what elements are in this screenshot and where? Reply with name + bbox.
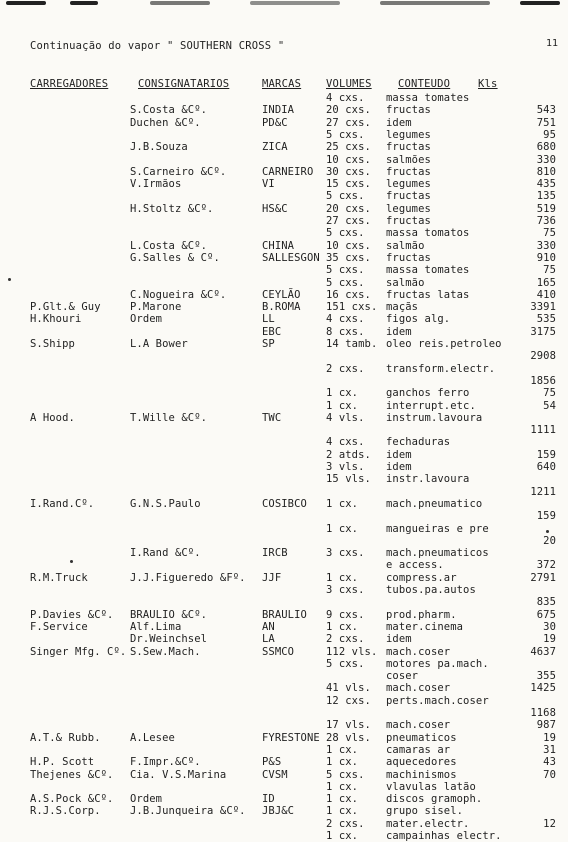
column-header-value: Kls — [478, 78, 498, 90]
volumes-cell: 10 cxs. — [326, 153, 371, 166]
consignee-cell: Dr.Weinchsel — [130, 633, 208, 646]
table-row — [0, 301, 568, 313]
volumes-cell: 15 cxs. — [326, 178, 371, 191]
value-cell: 135 — [536, 190, 556, 203]
table-row — [0, 523, 568, 535]
consignee-cell: Duchen &Cº. — [130, 116, 201, 129]
marks-cell: SALLESGON — [262, 251, 320, 264]
contents-cell: instr.lavoura — [386, 473, 470, 486]
value-cell: 54 — [543, 399, 556, 412]
table-row — [0, 178, 568, 190]
contents-cell: idem — [386, 461, 412, 473]
table-row — [0, 400, 568, 412]
table-row — [0, 154, 568, 166]
table-row — [0, 793, 568, 805]
marks-cell: FYRESTONE — [262, 731, 320, 744]
marks-cell: EBC — [262, 325, 282, 338]
volumes-cell: 20 cxs. — [326, 202, 371, 215]
page-title: Continuação do vapor " SOUTHERN CROSS " — [30, 40, 285, 52]
consignee-cell: BRAULIO &Cº. — [130, 608, 208, 621]
value-cell: 355 — [536, 670, 556, 683]
volumes-cell: 16 cxs. — [326, 288, 371, 301]
value-cell: 12 — [543, 817, 556, 830]
consignee-cell: G.N.S.Paulo — [130, 497, 201, 510]
contents-cell: legumes — [386, 128, 431, 141]
value-cell: 410 — [536, 288, 556, 301]
column-header-marks: MARCAS — [262, 78, 302, 90]
volumes-cell: 5 cxs. — [326, 768, 365, 781]
contents-cell: salmões — [386, 153, 431, 166]
shipper-cell: R.J.S.Corp. — [30, 805, 101, 818]
shipper-cell: I.Rand.Cº. — [30, 497, 95, 510]
volumes-cell: 5 cxs. — [326, 657, 365, 670]
contents-cell: vlavulas latão — [386, 780, 476, 793]
contents-cell: salmão — [386, 276, 425, 289]
volumes-cell: 2 atds. — [326, 448, 371, 461]
consignee-cell: S.Costa &Cº. — [130, 104, 208, 117]
table-row — [0, 621, 568, 633]
marks-cell: B.ROMA — [262, 301, 301, 314]
table-row — [0, 215, 568, 227]
value-cell: 1111 — [530, 424, 556, 437]
marks-cell: AN — [262, 620, 275, 633]
contents-cell: mater.electr. — [386, 817, 470, 830]
value-cell: 675 — [536, 608, 556, 621]
volumes-cell: 5 cxs. — [326, 227, 365, 240]
marks-cell: BRAULIO — [262, 608, 307, 621]
contents-cell: mach.pneumatico — [386, 497, 483, 510]
contents-cell: ganchos ferro — [386, 387, 470, 400]
consignee-cell: V.Irmãos — [130, 178, 182, 191]
contents-cell: idem — [386, 116, 412, 129]
table-row — [0, 227, 568, 239]
marks-cell: SSMCO — [262, 645, 295, 658]
contents-cell: e access. — [386, 559, 444, 572]
table-row — [0, 166, 568, 178]
table-row — [0, 449, 568, 461]
value-cell: 535 — [536, 313, 556, 326]
contents-cell: idem — [386, 633, 412, 646]
contents-cell: mach.coser — [386, 682, 451, 695]
marks-cell: PD&C — [262, 116, 288, 129]
volumes-cell: 1 cx. — [326, 497, 359, 510]
table-row — [0, 707, 568, 719]
value-cell: 165 — [536, 276, 556, 289]
table-row — [0, 375, 568, 387]
contents-cell: mangueiras e pre — [386, 522, 489, 535]
table-row — [0, 732, 568, 744]
table-row — [0, 559, 568, 571]
marks-cell: HS&C — [262, 202, 288, 215]
volumes-cell: 3 cxs. — [326, 584, 365, 596]
consignee-cell: S.Sew.Mach. — [130, 645, 201, 658]
consignee-cell: P.Marone — [130, 301, 182, 314]
volumes-cell: 14 tamb. — [326, 338, 378, 350]
contents-cell: mach.pneumaticos — [386, 547, 489, 560]
consignee-cell: Alf.Lima — [130, 620, 182, 633]
shipper-cell: R.M.Truck — [30, 571, 88, 584]
value-cell: 159 — [536, 448, 556, 461]
consignee-cell: Ordem — [130, 793, 163, 806]
table-row — [0, 510, 568, 522]
consignee-cell: A.Lesee — [130, 731, 175, 744]
table-row — [0, 744, 568, 756]
consignee-cell: J.J.Figueredo &Fº. — [130, 571, 246, 584]
volumes-cell: 1 cx. — [326, 620, 359, 633]
table-row — [0, 104, 568, 116]
contents-cell: idem — [386, 448, 412, 461]
column-header-contents: CONTEUDO — [398, 78, 451, 90]
volumes-cell: 1 cx. — [326, 793, 359, 806]
consignee-cell: Ordem — [130, 313, 163, 326]
table-row — [0, 289, 568, 301]
scan-top-edge — [0, 0, 568, 10]
contents-cell: massa tomates — [386, 92, 470, 104]
table-row — [0, 461, 568, 473]
scan-speck — [70, 560, 73, 563]
marks-cell: ZICA — [262, 141, 288, 154]
contents-cell: instrum.lavoura — [386, 411, 483, 424]
table-row — [0, 658, 568, 670]
consignee-cell: J.B.Souza — [130, 141, 188, 154]
table-row — [0, 486, 568, 498]
volumes-cell: 1 cx. — [326, 756, 359, 769]
shipper-cell: A.T.& Rubb. — [30, 731, 101, 744]
volumes-cell: 5 cxs. — [326, 190, 365, 203]
volumes-cell: 1 cx. — [326, 830, 359, 842]
marks-cell: CVSM — [262, 768, 288, 781]
marks-cell: INDIA — [262, 104, 295, 117]
volumes-cell: 1 cx. — [326, 522, 359, 535]
volumes-cell: 1 cx. — [326, 571, 359, 584]
value-cell: 19 — [543, 731, 556, 744]
value-cell: 43 — [543, 756, 556, 769]
value-cell: 519 — [536, 202, 556, 215]
contents-cell: aquecedores — [386, 756, 457, 769]
contents-cell: fructas — [386, 104, 431, 117]
volumes-cell: 12 cxs. — [326, 694, 371, 707]
table-row — [0, 535, 568, 547]
consignee-cell: C.Nogueira &Cº. — [130, 288, 227, 301]
value-cell: 20 — [543, 534, 556, 547]
contents-cell: tubos.pa.autos — [386, 584, 476, 596]
shipper-cell: A Hood. — [30, 411, 75, 424]
contents-cell: mach.coser — [386, 719, 451, 732]
table-row — [0, 719, 568, 731]
value-cell: 910 — [536, 251, 556, 264]
volumes-cell: 27 cxs. — [326, 116, 371, 129]
volumes-cell: 27 cxs. — [326, 215, 371, 227]
consignee-cell: T.Wille &Cº. — [130, 411, 208, 424]
column-header-volumes: VOLUMES — [326, 78, 372, 90]
contents-cell: maçãs — [386, 301, 419, 314]
volumes-cell: 3 cxs. — [326, 547, 365, 560]
contents-cell: discos gramoph. — [386, 793, 483, 806]
column-header-consignee: CONSIGNATARIOS — [138, 78, 230, 90]
value-cell: 75 — [543, 387, 556, 400]
marks-cell: TWC — [262, 411, 282, 424]
value-cell: 751 — [536, 116, 556, 129]
contents-cell: massa tomatos — [386, 227, 470, 240]
contents-cell: compress.ar — [386, 571, 457, 584]
volumes-cell: 30 cxs. — [326, 165, 371, 178]
marks-cell: JJF — [262, 571, 282, 584]
table-row — [0, 633, 568, 645]
value-cell: 835 — [536, 596, 556, 609]
volumes-cell: 1 cx. — [326, 805, 359, 818]
value-cell: 736 — [536, 215, 556, 227]
shipper-cell: S.Shipp — [30, 338, 75, 350]
table-row — [0, 584, 568, 596]
volumes-cell: 4 cxs. — [326, 313, 365, 326]
volumes-cell: 5 cxs. — [326, 128, 365, 141]
volumes-cell: 4 cxs. — [326, 92, 365, 104]
value-cell: 19 — [543, 633, 556, 646]
contents-cell: fructas — [386, 165, 431, 178]
table-row — [0, 141, 568, 153]
value-cell: 680 — [536, 141, 556, 154]
contents-cell: fructas — [386, 215, 431, 227]
table-row — [0, 596, 568, 608]
contents-cell: fructas — [386, 190, 431, 203]
shipper-cell: H.P. Scott — [30, 756, 95, 769]
value-cell: 640 — [536, 461, 556, 473]
contents-cell: legumes — [386, 202, 431, 215]
volumes-cell: 25 cxs. — [326, 141, 371, 154]
volumes-cell: 2 cxs. — [326, 817, 365, 830]
column-header-shipper: CARREGADORES — [30, 78, 109, 90]
contents-cell: fructas latas — [386, 288, 470, 301]
contents-cell: transform.electr. — [386, 362, 496, 375]
volumes-cell: 1 cx. — [326, 399, 359, 412]
volumes-cell: 2 cxs. — [326, 633, 365, 646]
value-cell: 810 — [536, 165, 556, 178]
volumes-cell: 1 cx. — [326, 780, 359, 793]
shipper-cell: Singer Mfg. Cº. — [30, 645, 127, 658]
volumes-cell: 4 vls. — [326, 411, 365, 424]
contents-cell: oleo reis.petroleo — [386, 338, 502, 350]
marks-cell: LL — [262, 313, 275, 326]
table-row — [0, 547, 568, 559]
value-cell: 372 — [536, 559, 556, 572]
value-cell: 1425 — [530, 682, 556, 695]
value-cell: 1168 — [530, 707, 556, 719]
volumes-cell: 20 cxs. — [326, 104, 371, 117]
table-row — [0, 203, 568, 215]
table-row — [0, 498, 568, 510]
shipper-cell: Thejenes &Cº. — [30, 768, 114, 781]
volumes-cell: 41 vls. — [326, 682, 371, 695]
contents-cell: fructas — [386, 141, 431, 154]
marks-cell: P&S — [262, 756, 282, 769]
consignee-cell: G.Salles & Cº. — [130, 251, 220, 264]
value-cell: 3391 — [530, 301, 556, 314]
table-row — [0, 436, 568, 448]
marks-cell: COSIBCO — [262, 497, 307, 510]
marks-cell: SP — [262, 338, 275, 350]
volumes-cell: 8 cxs. — [326, 325, 365, 338]
table-row — [0, 781, 568, 793]
volumes-cell: 151 cxs. — [326, 301, 378, 314]
consignee-cell: J.B.Junqueira &Cº. — [130, 805, 246, 818]
consignee-cell: F.Impr.&Cº. — [130, 756, 201, 769]
contents-cell: motores pa.mach. — [386, 657, 489, 670]
contents-cell: legumes — [386, 178, 431, 191]
table-row — [0, 695, 568, 707]
shipper-cell: P.Davies &Cº. — [30, 608, 114, 621]
table-row — [0, 277, 568, 289]
value-cell: 70 — [543, 768, 556, 781]
scan-speck — [8, 278, 11, 281]
table-row — [0, 756, 568, 768]
contents-cell: figos alg. — [386, 313, 451, 326]
volumes-cell: 17 vls. — [326, 719, 371, 732]
table-row — [0, 682, 568, 694]
contents-cell: camaras ar — [386, 743, 451, 756]
value-cell: 3175 — [530, 325, 556, 338]
table-row — [0, 264, 568, 276]
marks-cell: CHINA — [262, 239, 295, 252]
table-row — [0, 117, 568, 129]
value-cell: 1856 — [530, 374, 556, 387]
volumes-cell: 28 vls. — [326, 731, 371, 744]
value-cell: 4637 — [530, 645, 556, 658]
consignee-cell: Cia. V.S.Marina — [130, 768, 227, 781]
volumes-cell: 112 vls. — [326, 645, 378, 658]
volumes-cell: 1 cx. — [326, 387, 359, 400]
table-row — [0, 129, 568, 141]
marks-cell: JBJ&C — [262, 805, 295, 818]
value-cell: 987 — [536, 719, 556, 732]
value-cell: 31 — [543, 743, 556, 756]
marks-cell: CEYLÃO — [262, 288, 301, 301]
value-cell: 159 — [536, 510, 556, 523]
volumes-cell: 3 vls. — [326, 461, 365, 473]
consignee-cell: I.Rand &Cº. — [130, 547, 201, 560]
consignee-cell: L.Costa &Cº. — [130, 239, 208, 252]
contents-cell: perts.mach.coser — [386, 694, 489, 707]
contents-cell: mater.cinema — [386, 620, 464, 633]
marks-cell: IRCB — [262, 547, 288, 560]
value-cell: 75 — [543, 264, 556, 277]
table-row — [0, 240, 568, 252]
volumes-cell: 10 cxs. — [326, 239, 371, 252]
table-row — [0, 387, 568, 399]
table-row — [0, 572, 568, 584]
contents-cell: fructas — [386, 251, 431, 264]
value-cell: 30 — [543, 620, 556, 633]
contents-cell: interrupt.etc. — [386, 399, 476, 412]
value-cell: 435 — [536, 178, 556, 191]
contents-cell: salmão — [386, 239, 425, 252]
consignee-cell: L.A Bower — [130, 338, 188, 350]
shipper-cell: F.Service — [30, 620, 88, 633]
table-row — [0, 646, 568, 658]
volumes-cell: 2 cxs. — [326, 362, 365, 375]
shipper-cell: H.Khouri — [30, 313, 82, 326]
value-cell: 95 — [543, 128, 556, 141]
scan-speck — [546, 530, 549, 533]
consignee-cell: H.Stoltz &Cº. — [130, 202, 214, 215]
table-row — [0, 92, 568, 104]
contents-cell: massa tomates — [386, 264, 470, 277]
volumes-cell: 5 cxs. — [326, 264, 365, 277]
value-cell: 1211 — [530, 485, 556, 498]
table-row — [0, 363, 568, 375]
shipper-cell: P.Glt.& Guy — [30, 301, 101, 314]
table-row — [0, 326, 568, 338]
marks-cell: VI — [262, 178, 275, 191]
table-row — [0, 350, 568, 362]
table-row — [0, 670, 568, 682]
page-number: 11 — [546, 38, 559, 49]
volumes-cell: 5 cxs. — [326, 276, 365, 289]
table-row — [0, 412, 568, 424]
marks-cell: CARNEIRO — [262, 165, 314, 178]
value-cell: 75 — [543, 227, 556, 240]
table-row — [0, 473, 568, 485]
table-row — [0, 830, 568, 842]
table-row — [0, 424, 568, 436]
contents-cell: mach.coser — [386, 645, 451, 658]
contents-cell: prod.pharm. — [386, 608, 457, 621]
value-cell: 330 — [536, 239, 556, 252]
table-row — [0, 609, 568, 621]
contents-cell: coser — [386, 670, 419, 683]
shipper-cell: A.S.Pock &Cº. — [30, 793, 114, 806]
table-row — [0, 818, 568, 830]
table-row — [0, 313, 568, 325]
contents-cell: campainhas electr. — [386, 830, 502, 842]
volumes-cell: 15 vls. — [326, 473, 371, 486]
volumes-cell: 9 cxs. — [326, 608, 365, 621]
contents-cell: pneumaticos — [386, 731, 457, 744]
table-row — [0, 190, 568, 202]
marks-cell: LA — [262, 633, 275, 646]
contents-cell: idem — [386, 325, 412, 338]
contents-cell: fechaduras — [386, 436, 451, 449]
volumes-cell: 35 cxs. — [326, 251, 371, 264]
consignee-cell: S.Carneiro &Cº. — [130, 165, 227, 178]
value-cell: 543 — [536, 104, 556, 117]
contents-cell: grupo sisel. — [386, 805, 464, 818]
value-cell: 2908 — [530, 350, 556, 363]
volumes-cell: 4 cxs. — [326, 436, 365, 449]
volumes-cell: 1 cx. — [326, 743, 359, 756]
value-cell: 2791 — [530, 571, 556, 584]
table-row — [0, 252, 568, 264]
contents-cell: machinismos — [386, 768, 457, 781]
value-cell: 330 — [536, 153, 556, 166]
table-row — [0, 769, 568, 781]
table-row — [0, 805, 568, 817]
marks-cell: ID — [262, 793, 275, 806]
table-row — [0, 338, 568, 350]
